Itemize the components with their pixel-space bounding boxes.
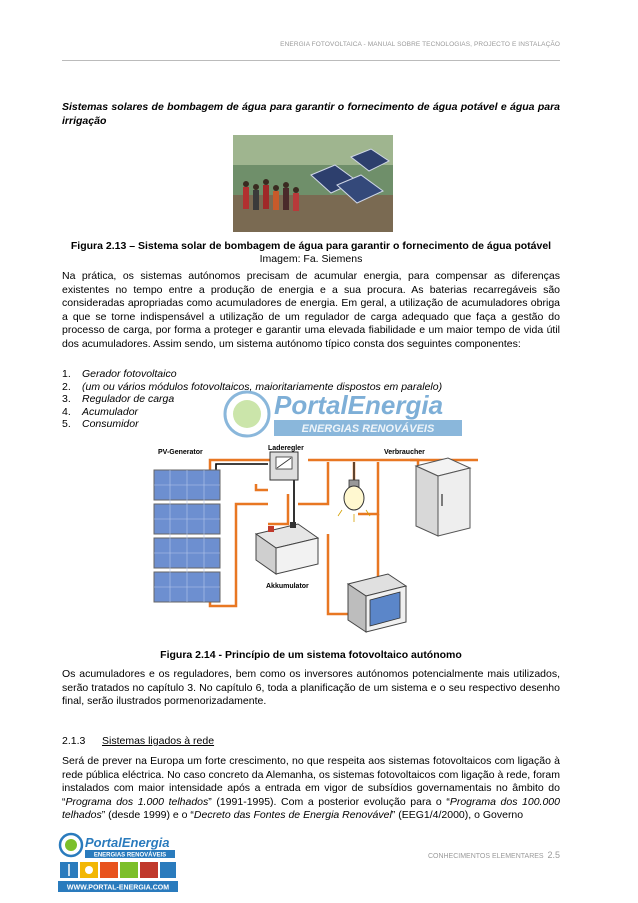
portal-energia-watermark [222, 384, 472, 444]
watermark-tagline: ENERGIAS RENOVÁVEIS [301, 423, 435, 435]
subsection-heading [62, 735, 214, 747]
list-item: 4. Acumulador [62, 405, 139, 418]
list-item: 1. Gerador fotovoltaico [62, 368, 177, 380]
label-akkumulator: Akkumulator [266, 583, 309, 590]
label-verbraucher: Verbraucher [384, 449, 425, 456]
label-pv-generator: PV-Generator [158, 449, 203, 456]
figure-2-13-label: Figura 2.13 – Sistema solar de bombagem de água para garantir o fornecimento de água potável [70, 240, 552, 252]
list-item: 5. Consumidor [62, 418, 139, 430]
list-item: 3. Regulador de carga [62, 393, 175, 405]
logo-url: WWW.PORTAL-ENERGIA.COM [66, 884, 170, 892]
paragraph-grid-connected: Será de prever na Europa um forte crescimento, no que respeita aos sistemas fotovoltaicos com ligação à rede pública eléctrica. No caso concreto da Alemanha, os sistemas fotovoltaicos com ligação à rede, foram instalados com maior intensidade após a entrada em vigor de subsídios governamentais no âmbito do “Programa dos 1.000 telhados” (1991-1995). Com a posterior evolução para o “Programa dos 100.000 telhados” (desde 1999) e o “Decreto das Fontes de Energia Renovável” (EEG1/4/2000), o Governo [62, 755, 560, 821]
logo-tagline: ENERGIAS RENOVÁVEIS [93, 852, 167, 859]
footer-section: CONHECIMENTOS ELEMENTARES [427, 853, 544, 860]
paragraph-accumulators: Os acumuladores e os reguladores, bem como os inversores autónomos potencialmente mais utilizados, serão tratados no capítulo 3. No capítulo 6, toda a planificação de um sistema e o seu respectivo desenho final, serão ilustrados pormenorizadamente. [62, 668, 560, 707]
subsection-title: Sistemas ligados à rede [102, 735, 215, 747]
paragraph-autonomous-storage: Na prática, os sistemas autónomos precisam de acumular energia, para compensar as diferenças existentes no tempo entre a produção de energia e a sua procura. As baterias recarregáveis são consideradas apropriadas como acumuladores de energia. Em geral, a utilização de acumuladores obriga a que se torne indispensável a utilização de um regulador de carga adequado que faça a gestão do processo de carga, por forma a proteger e garantir uma elevada fiabilidade e um maior tempo de vida útil dos acumuladores. Assim sendo, um sistema autónomo típico consta dos seguintes componentes: [62, 270, 560, 350]
page-number: 2.5 [547, 850, 560, 860]
logo-brand: PortalEnergia [85, 835, 170, 850]
solar-pump-photo [233, 135, 393, 232]
list-item: 2. (um ou vários módulos fotovoltaicos, maioritariamente dispostos em paralelo) [62, 380, 443, 393]
header-rule [62, 60, 560, 61]
autonomous-system-diagram [148, 444, 478, 640]
label-laderegler: Laderegler [268, 445, 304, 452]
running-header: ENERGIA FOTOVOLTAICA - MANUAL SOBRE TECNOLOGIAS, PROJECTO E INSTALAÇÃO [280, 41, 560, 48]
subsection-number: 2.1.3 [62, 735, 86, 747]
running-footer [428, 850, 560, 860]
figure-2-13-caption [62, 240, 560, 266]
figure-2-14-caption: Figura 2.14 - Princípio de um sistema fotovoltaico autónomo [160, 649, 462, 661]
figure-2-13-credit: Imagem: Fa. Siemens [259, 253, 363, 265]
watermark-brand: PortalEnergia [274, 390, 444, 420]
section-title: Sistemas solares de bombagem de água para garantir o fornecimento de água potável e água para irrigação [62, 101, 560, 127]
portal-energia-logo [58, 832, 178, 894]
